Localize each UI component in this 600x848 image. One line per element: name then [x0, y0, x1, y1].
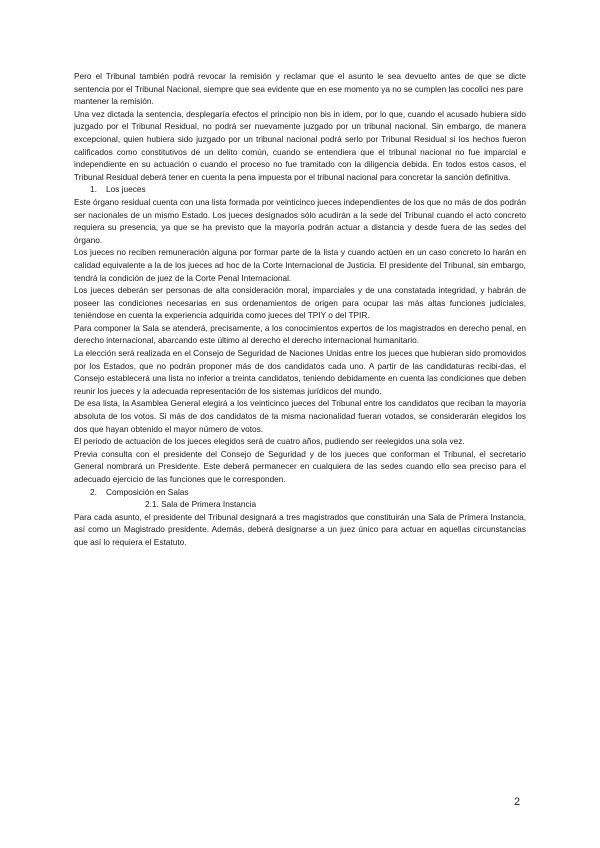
section-title: Composición en Salas	[106, 486, 189, 497]
paragraph-presidente: Previa consulta con el presidente del Consejo de Seguridad y de los jueces que conforman el Tribunal, el secretario General nombrará un Presidente. Este deberá permanecer en cualquiera de las sedes cuando ello sea preciso para el adecuado ejercicio de las funciones que le corresponden.	[74, 448, 526, 484]
paragraph-sala: Para componer la Sala se atenderá, precisamente, a los conocimientos expertos de los magistrados en derecho penal, en derecho internacional, abarcando este último al derecho el derecho internacional humanitario.	[74, 322, 526, 346]
page-number: 2	[514, 796, 521, 808]
paragraph-remuneracion: Los jueces no reciben remuneración alguna por formar parte de la lista y cuando actúen en un caso concreto lo harán en calidad equivalente a la de los jueces ad hoc de la Corte Internacional de Justicia. El presidente del Tribunal, sin embargo, tendrá la condición de juez de la Corte Penal Internacional.	[74, 247, 526, 283]
paragraph-asamblea: De esa lista, la Asamblea General elegirá a los veinticinco jueces del Tribunal entre los candidatos que reciban la mayoría absoluta de los votos. Si más de dos candidatos de la misma nacionalidad fueran votados, se considerarán elegidos los dos que hayan obtenido el mayor número de votos.	[74, 398, 526, 434]
paragraph-sentencia: Una vez dictada la sentencia, desplegaría efectos el principio non bis in idem, por lo que, cuando el acusado hubiera sido juzgado por el Tribunal Residual, no podrá ser nuevamente juzgado por un tribunal nacional. Sin embargo, de manera excepcional, quien hubiera sido juzgado por un tribunal nacional podrá serlo por Tribunal Residual si los hechos fueron calificados como constitutivos de un delito común, cuando se entendiera que el tribunal nacional no fue imparcial e independiente en su actuación o cuando el proceso no fue tramitado con la diligencia debida. En todos estos casos, el Tribunal Residual deberá tener en cuenta la pena impuesta por el tribunal nacional para concretar la sanción definitiva.	[74, 108, 526, 182]
section-number: 2.	[90, 486, 97, 497]
paragraph-primera-instancia: Para cada asunto, el presidente del Tribunal designará a tres magistrados que constituirán una Sala de Primera Instancia, así como un Magistrado presidente. Además, deberá designarse a un juez único para actuar en aquellas circunstancias que así lo requiera el Estatuto.	[74, 511, 526, 547]
paragraph-periodo: El periodo de actuación de los jueces elegidos será de cuatro años, pudiendo ser reelegidos una sola vez.	[74, 436, 465, 447]
section-title: Los jueces	[106, 184, 146, 195]
section-heading-jueces	[74, 183, 526, 196]
section-heading-salas	[74, 486, 526, 499]
paragraph-remision: Pero el Tribunal también podrá revocar la remisión y reclamar que el asunto le sea devuelto antes de que se dicte sentencia por el Tribunal Nacional, siempre que sea evidente que en ese momento ya no se cumplen las cocolici nes pare	[74, 71, 526, 94]
paragraph-eleccion: La elección será realizada en el Consejo de Seguridad de Naciones Unidas entre los jueces que hubieran sido promovidos por los Estados, que no podrán proponer más de dos candidatos cada uno. A partir de las candidaturas recibi-das, el Consejo establecerá una lista no inferior a treinta candidatos, teniendo debidamente en cuenta las condiciones que deben reunir los jueces y la adecuada representación de los sistemas jurídicos del mundo.	[74, 348, 526, 396]
paragraph-consideracion: Los jueces deberán ser personas de alta consideración moral, imparciales y de una constatada integridad, y habrán de poseer las condiciones necesarias en sus ordenamientos de origen para ocupar las más altas funciones judiciales, teniéndose en cuenta la experiencia adquirida como jueces del TPIY o del TPIR.	[74, 285, 526, 321]
subsection-heading-primera-instancia: 2.1. Sala de Primera Instancia	[145, 499, 257, 510]
paragraph-organo: Este órgano residual cuenta con una lista formada por veinticinco jueces independientes de los que no más de dos podrán ser nacionales de un mismo Estado. Los jueces designados sólo acudirán a la sede del Tribunal cuando el acto concreto requiera su presencia, ya que se ha previsto que la mayoría podrán actuar a distancia y desde fuera de las sedes del órgano.	[74, 196, 526, 245]
document-page	[74, 70, 526, 549]
section-number: 1.	[90, 184, 97, 195]
paragraph-remision-end: mantener la remisión.	[74, 96, 154, 107]
